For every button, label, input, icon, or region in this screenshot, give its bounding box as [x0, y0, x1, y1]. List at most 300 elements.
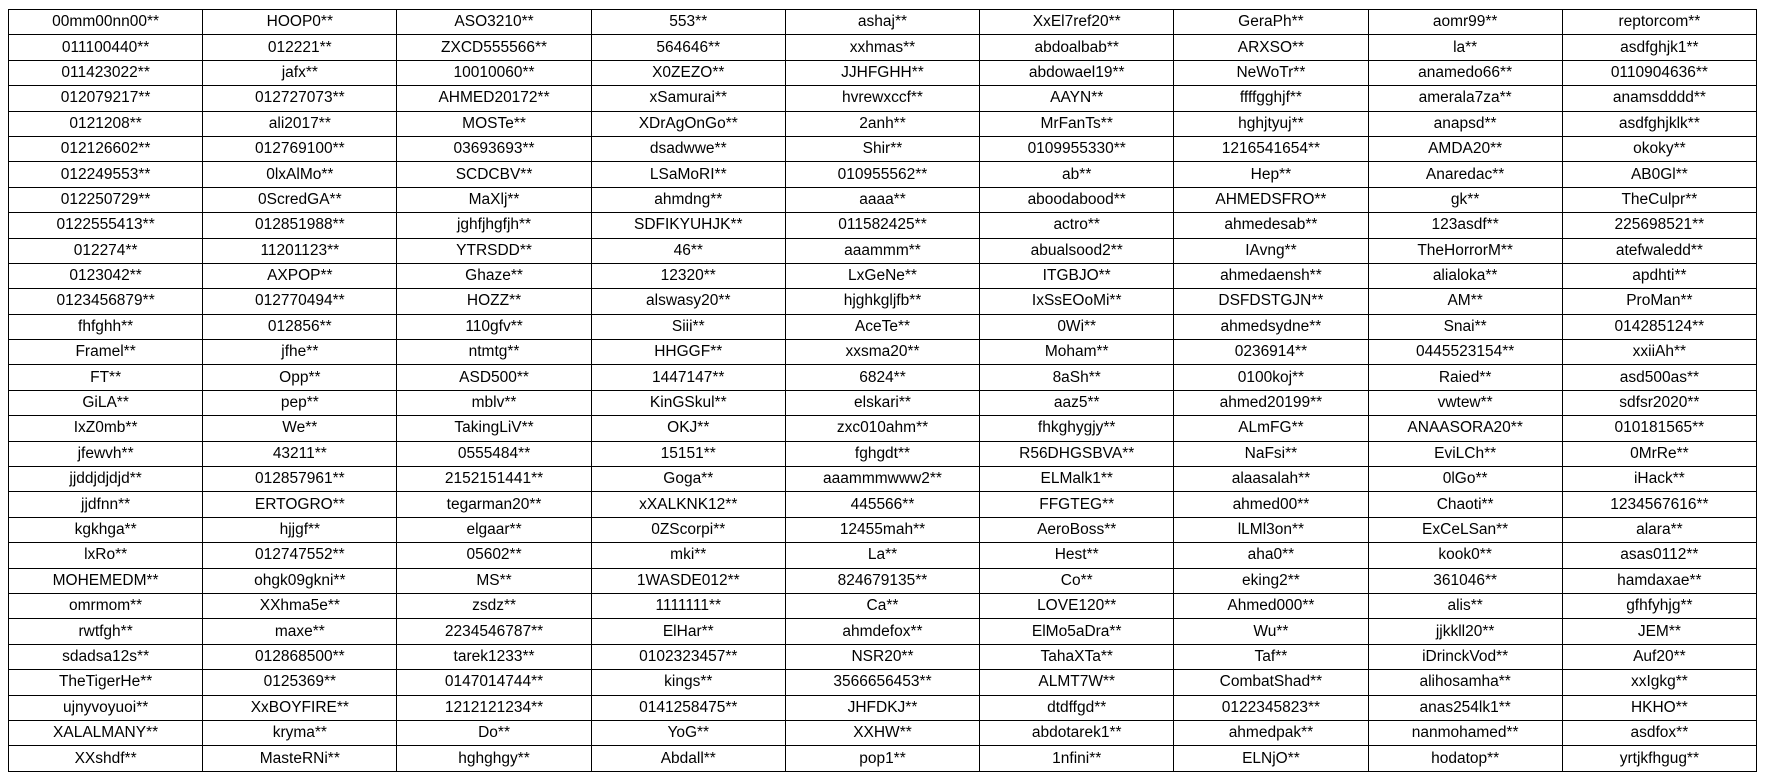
table-cell[interactable]: NeWoTr** — [1174, 60, 1368, 85]
table-cell[interactable]: 0Wi** — [980, 314, 1174, 339]
table-cell[interactable]: abdowael19** — [980, 60, 1174, 85]
table-cell[interactable]: 0102323457** — [591, 644, 785, 669]
table-cell[interactable]: AAYN** — [980, 86, 1174, 111]
table-cell[interactable]: 0ScredGA** — [203, 187, 397, 212]
table-cell[interactable]: hghjtyuj** — [1174, 111, 1368, 136]
table-cell[interactable]: alswasy20** — [591, 289, 785, 314]
table-cell[interactable]: 011423022** — [9, 60, 203, 85]
table-row — [9, 517, 1757, 542]
table-cell[interactable]: ahmedpak** — [1174, 720, 1368, 745]
table-row — [9, 136, 1757, 161]
table-cell[interactable]: ahmedsydne** — [1174, 314, 1368, 339]
table-cell[interactable]: AeroBoss** — [980, 517, 1174, 542]
table-cell[interactable]: ALMT7W** — [980, 670, 1174, 695]
table-cell[interactable]: ahmedaensh** — [1174, 263, 1368, 288]
table-cell[interactable]: fhfghh** — [9, 314, 203, 339]
table-cell[interactable]: Abdall** — [591, 746, 785, 771]
table-cell[interactable]: 012221** — [203, 35, 397, 60]
table-cell[interactable]: Hest** — [980, 543, 1174, 568]
table-cell[interactable]: fghgdt** — [785, 441, 979, 466]
table-cell[interactable]: xSamurai** — [591, 86, 785, 111]
table-cell[interactable]: 564646** — [591, 35, 785, 60]
table-cell[interactable]: IxSsEOoMi** — [980, 289, 1174, 314]
table-cell[interactable]: ExCeLSan** — [1368, 517, 1562, 542]
table-cell[interactable]: TheTigerHe** — [9, 670, 203, 695]
table-cell[interactable]: NSR20** — [785, 644, 979, 669]
table-cell[interactable]: 012250729** — [9, 187, 203, 212]
table-cell[interactable]: ahmed00** — [1174, 492, 1368, 517]
table-cell[interactable]: hvrewxccf** — [785, 86, 979, 111]
table-cell[interactable]: abualsood2** — [980, 238, 1174, 263]
table-row — [9, 441, 1757, 466]
table-cell[interactable]: XxEl7ref20** — [980, 10, 1174, 35]
table-cell[interactable]: abdoalbab** — [980, 35, 1174, 60]
table-cell[interactable]: AceTe** — [785, 314, 979, 339]
table-cell[interactable]: alara** — [1562, 517, 1756, 542]
table-cell[interactable]: 012770494** — [203, 289, 397, 314]
table-cell[interactable]: AMDA20** — [1368, 136, 1562, 161]
table-cell[interactable]: ujnyvoyuoi** — [9, 695, 203, 720]
table-cell[interactable]: YTRSDD** — [397, 238, 591, 263]
table-cell[interactable]: 0lGo** — [1368, 467, 1562, 492]
table-cell[interactable]: YoG** — [591, 720, 785, 745]
table-cell[interactable]: 43211** — [203, 441, 397, 466]
table-cell[interactable]: MasteRNi** — [203, 746, 397, 771]
table-cell[interactable]: alis** — [1368, 593, 1562, 618]
table-cell[interactable]: XDrAgOnGo** — [591, 111, 785, 136]
table-cell[interactable]: 11201123** — [203, 238, 397, 263]
table-cell[interactable]: ntmtg** — [397, 340, 591, 365]
table-cell[interactable]: XALALMANY** — [9, 720, 203, 745]
table-row — [9, 720, 1757, 745]
table-cell[interactable]: mblv** — [397, 390, 591, 415]
table-row — [9, 162, 1757, 187]
table-cell[interactable]: 2234546787** — [397, 619, 591, 644]
table-cell[interactable]: tegarman20** — [397, 492, 591, 517]
table-cell[interactable]: 0147014744** — [397, 670, 591, 695]
table-cell[interactable]: 46** — [591, 238, 785, 263]
table-cell[interactable]: 012727073** — [203, 86, 397, 111]
table-cell[interactable]: FT** — [9, 365, 203, 390]
table-cell[interactable]: 0100koj** — [1174, 365, 1368, 390]
table-cell[interactable]: MaXlj** — [397, 187, 591, 212]
table-cell[interactable]: 00mm00nn00** — [9, 10, 203, 35]
table-row — [9, 593, 1757, 618]
table-cell[interactable]: 012769100** — [203, 136, 397, 161]
table-cell[interactable]: TheCulpr** — [1562, 187, 1756, 212]
table-cell[interactable]: We** — [203, 416, 397, 441]
table-cell[interactable]: Moham** — [980, 340, 1174, 365]
table-cell[interactable]: 1216541654** — [1174, 136, 1368, 161]
table-cell[interactable]: X0ZEZO** — [591, 60, 785, 85]
table-cell[interactable]: 1nfini** — [980, 746, 1174, 771]
table-cell[interactable]: Anaredac** — [1368, 162, 1562, 187]
table-cell[interactable]: aaz5** — [980, 390, 1174, 415]
table-cell[interactable]: 014285124** — [1562, 314, 1756, 339]
table-cell[interactable]: aaammmwww2** — [785, 467, 979, 492]
table-cell[interactable]: XXHW** — [785, 720, 979, 745]
table-cell[interactable]: rwtfgh** — [9, 619, 203, 644]
table-cell[interactable]: vwtew** — [1368, 390, 1562, 415]
table-cell[interactable]: R56DHGSBVA** — [980, 441, 1174, 466]
table-cell[interactable]: aaammm** — [785, 238, 979, 263]
table-cell[interactable]: 0110904636** — [1562, 60, 1756, 85]
table-cell[interactable]: Raied** — [1368, 365, 1562, 390]
table-cell[interactable]: Taf** — [1174, 644, 1368, 669]
table-cell[interactable]: XXhma5e** — [203, 593, 397, 618]
table-cell[interactable]: gk** — [1368, 187, 1562, 212]
table-cell[interactable]: TakingLiV** — [397, 416, 591, 441]
table-cell[interactable]: kings** — [591, 670, 785, 695]
table-cell[interactable]: ahmdng** — [591, 187, 785, 212]
table-cell[interactable]: 012274** — [9, 238, 203, 263]
table-cell[interactable]: anapsd** — [1368, 111, 1562, 136]
table-cell[interactable]: 0lxAlMo** — [203, 162, 397, 187]
table-cell[interactable]: EviLCh** — [1368, 441, 1562, 466]
table-cell[interactable]: 1234567616** — [1562, 492, 1756, 517]
table-cell[interactable]: FFGTEG** — [980, 492, 1174, 517]
table-cell[interactable]: LSaMoRI** — [591, 162, 785, 187]
table-cell[interactable]: hjghkgljfb** — [785, 289, 979, 314]
table-cell[interactable]: actro** — [980, 213, 1174, 238]
table-cell[interactable]: SCDCBV** — [397, 162, 591, 187]
table-cell[interactable]: 012126602** — [9, 136, 203, 161]
table-cell[interactable]: xxsma20** — [785, 340, 979, 365]
table-cell[interactable]: lLMl3on** — [1174, 517, 1368, 542]
table-cell[interactable]: ffffgghjf** — [1174, 86, 1368, 111]
table-cell[interactable]: XxBOYFIRE** — [203, 695, 397, 720]
table-cell[interactable]: amerala7za** — [1368, 86, 1562, 111]
table-row — [9, 746, 1757, 771]
table-cell[interactable]: aha0** — [1174, 543, 1368, 568]
table-cell[interactable]: 0445523154** — [1368, 340, 1562, 365]
table-cell[interactable]: 2152151441** — [397, 467, 591, 492]
table-cell[interactable]: ZXCD555566** — [397, 35, 591, 60]
table-cell[interactable]: MOSTe** — [397, 111, 591, 136]
table-cell[interactable]: 553** — [591, 10, 785, 35]
table-cell[interactable]: elgaar** — [397, 517, 591, 542]
table-cell[interactable]: OKJ** — [591, 416, 785, 441]
table-cell[interactable]: hjjgf** — [203, 517, 397, 542]
table-cell[interactable]: JEM** — [1562, 619, 1756, 644]
table-cell[interactable]: 0122345823** — [1174, 695, 1368, 720]
table-cell[interactable]: Ca** — [785, 593, 979, 618]
table-cell[interactable]: jjdfnn** — [9, 492, 203, 517]
table-cell[interactable]: atefwaledd** — [1562, 238, 1756, 263]
table-row — [9, 111, 1757, 136]
table-cell[interactable]: SDFIKYUHJK** — [591, 213, 785, 238]
table-row — [9, 695, 1757, 720]
table-cell[interactable]: 445566** — [785, 492, 979, 517]
table-cell[interactable]: pop1** — [785, 746, 979, 771]
table-cell[interactable]: ahmdefox** — [785, 619, 979, 644]
table-cell[interactable]: AXPOP** — [203, 263, 397, 288]
table-cell[interactable]: aomr99** — [1368, 10, 1562, 35]
table-cell[interactable]: TahaXTa** — [980, 644, 1174, 669]
table-cell[interactable]: 012079217** — [9, 86, 203, 111]
table-cell[interactable]: anamedo66** — [1368, 60, 1562, 85]
table-cell[interactable]: Framel** — [9, 340, 203, 365]
table-cell[interactable]: 8aSh** — [980, 365, 1174, 390]
table-row — [9, 619, 1757, 644]
table-cell[interactable]: nanmohamed** — [1368, 720, 1562, 745]
table-cell[interactable]: ANAASORA20** — [1368, 416, 1562, 441]
table-cell[interactable]: zxc010ahm** — [785, 416, 979, 441]
table-cell[interactable]: kgkhga** — [9, 517, 203, 542]
table-cell[interactable]: 225698521** — [1562, 213, 1756, 238]
table-cell[interactable]: 012856** — [203, 314, 397, 339]
table-cell[interactable]: ITGBJO** — [980, 263, 1174, 288]
table-cell[interactable]: iHack** — [1562, 467, 1756, 492]
table-cell[interactable]: MrFanTs** — [980, 111, 1174, 136]
table-cell[interactable]: hghghgy** — [397, 746, 591, 771]
table-cell[interactable]: MS** — [397, 568, 591, 593]
table-cell[interactable]: 1447147** — [591, 365, 785, 390]
table-cell[interactable]: hamdaxae** — [1562, 568, 1756, 593]
table-row — [9, 86, 1757, 111]
table-cell[interactable]: tarek1233** — [397, 644, 591, 669]
table-cell[interactable]: Opp** — [203, 365, 397, 390]
table-row — [9, 340, 1757, 365]
table-cell[interactable]: kook0** — [1368, 543, 1562, 568]
table-cell[interactable]: asdfox** — [1562, 720, 1756, 745]
table-cell[interactable]: AHMED20172** — [397, 86, 591, 111]
table-cell[interactable]: ASD500** — [397, 365, 591, 390]
table-cell[interactable]: 1WASDE012** — [591, 568, 785, 593]
table-cell[interactable]: 011582425** — [785, 213, 979, 238]
table-cell[interactable]: 361046** — [1368, 568, 1562, 593]
table-cell[interactable]: ab** — [980, 162, 1174, 187]
table-cell[interactable]: ahmedesab** — [1174, 213, 1368, 238]
table-cell[interactable]: asdfghjk1** — [1562, 35, 1756, 60]
table-row — [9, 213, 1757, 238]
table-cell[interactable]: 15151** — [591, 441, 785, 466]
table-cell[interactable]: La** — [785, 543, 979, 568]
table-cell[interactable]: LxGeNe** — [785, 263, 979, 288]
table-cell[interactable]: MOHEMEDM** — [9, 568, 203, 593]
table-row — [9, 467, 1757, 492]
table-cell[interactable]: jafx** — [203, 60, 397, 85]
table-cell[interactable]: 010181565** — [1562, 416, 1756, 441]
table-cell[interactable]: 011100440** — [9, 35, 203, 60]
table-cell[interactable]: kryma** — [203, 720, 397, 745]
table-cell[interactable]: 012851988** — [203, 213, 397, 238]
table-cell[interactable]: asas0112** — [1562, 543, 1756, 568]
table-cell[interactable]: 0121208** — [9, 111, 203, 136]
table-cell[interactable]: 012249553** — [9, 162, 203, 187]
table-cell[interactable]: AM** — [1368, 289, 1562, 314]
table-cell[interactable]: hodatop** — [1368, 746, 1562, 771]
table-cell[interactable]: abdotarek1** — [980, 720, 1174, 745]
table-cell[interactable]: dsadwwe** — [591, 136, 785, 161]
table-cell[interactable]: mki** — [591, 543, 785, 568]
table-cell[interactable]: ELNjO** — [1174, 746, 1368, 771]
table-cell[interactable]: jjddjdjdjd** — [9, 467, 203, 492]
table-cell[interactable]: apdhti** — [1562, 263, 1756, 288]
table-cell[interactable]: Ahmed000** — [1174, 593, 1368, 618]
table-cell[interactable]: jfhe** — [203, 340, 397, 365]
table-cell[interactable]: maxe** — [203, 619, 397, 644]
table-cell[interactable]: JJHFGHH** — [785, 60, 979, 85]
table-cell[interactable]: AB0Gl** — [1562, 162, 1756, 187]
table-cell[interactable]: AHMEDSFRO** — [1174, 187, 1368, 212]
table-cell[interactable]: 6824** — [785, 365, 979, 390]
table-cell[interactable]: 03693693** — [397, 136, 591, 161]
table-cell[interactable]: sdfsr2020** — [1562, 390, 1756, 415]
table-cell[interactable]: 0555484** — [397, 441, 591, 466]
table-cell[interactable]: 0ZScorpi** — [591, 517, 785, 542]
table-cell[interactable]: Auf20** — [1562, 644, 1756, 669]
table-cell[interactable]: 1111111** — [591, 593, 785, 618]
table-cell[interactable]: alihosamha** — [1368, 670, 1562, 695]
table-cell[interactable]: 123asdf** — [1368, 213, 1562, 238]
table-cell[interactable]: LOVE120** — [980, 593, 1174, 618]
table-row — [9, 238, 1757, 263]
table-cell[interactable]: Do** — [397, 720, 591, 745]
table-cell[interactable]: 0123042** — [9, 263, 203, 288]
table-row — [9, 263, 1757, 288]
table-cell[interactable]: Shir** — [785, 136, 979, 161]
table-cell[interactable]: Ghaze** — [397, 263, 591, 288]
table-cell[interactable]: HOZZ** — [397, 289, 591, 314]
table-cell[interactable]: HHGGF** — [591, 340, 785, 365]
table-cell[interactable]: 012868500** — [203, 644, 397, 669]
table-cell[interactable]: Siii** — [591, 314, 785, 339]
table-cell[interactable]: elskari** — [785, 390, 979, 415]
table-cell[interactable]: ElMo5aDra** — [980, 619, 1174, 644]
table-cell[interactable]: Goga** — [591, 467, 785, 492]
table-cell[interactable]: ahmed20199** — [1174, 390, 1368, 415]
table-cell[interactable]: omrmom** — [9, 593, 203, 618]
table-cell[interactable]: ohgk09gkni** — [203, 568, 397, 593]
table-cell[interactable]: 824679135** — [785, 568, 979, 593]
table-cell[interactable]: Snai** — [1368, 314, 1562, 339]
table-cell[interactable]: xxiiAh** — [1562, 340, 1756, 365]
table-cell[interactable]: 010955562** — [785, 162, 979, 187]
table-cell[interactable]: IAvng** — [1174, 238, 1368, 263]
table-cell[interactable]: 10010060** — [397, 60, 591, 85]
table-cell[interactable]: reptorcom** — [1562, 10, 1756, 35]
table-cell[interactable]: ASO3210** — [397, 10, 591, 35]
table-cell[interactable]: KinGSkul** — [591, 390, 785, 415]
table-cell[interactable]: sdadsa12s** — [9, 644, 203, 669]
table-cell[interactable]: alaasalah** — [1174, 467, 1368, 492]
table-cell[interactable]: ALmFG** — [1174, 416, 1368, 441]
table-cell[interactable]: Hep** — [1174, 162, 1368, 187]
table-cell[interactable]: alialoka** — [1368, 263, 1562, 288]
table-cell[interactable]: DSFDSTGJN** — [1174, 289, 1368, 314]
table-cell[interactable]: Co** — [980, 568, 1174, 593]
table-cell[interactable]: xxIgkg** — [1562, 670, 1756, 695]
spreadsheet — [8, 9, 1757, 772]
table-cell[interactable]: jjkkll20** — [1368, 619, 1562, 644]
table-cell[interactable]: 1212121234** — [397, 695, 591, 720]
table-cell[interactable]: ProMan** — [1562, 289, 1756, 314]
table-cell[interactable]: aaaa** — [785, 187, 979, 212]
table-cell[interactable]: jfewvh** — [9, 441, 203, 466]
table-cell[interactable]: ElHar** — [591, 619, 785, 644]
table-cell[interactable]: 0141258475** — [591, 695, 785, 720]
table-cell[interactable]: zsdz** — [397, 593, 591, 618]
table-cell[interactable]: 110gfv** — [397, 314, 591, 339]
table-cell[interactable]: 0122555413** — [9, 213, 203, 238]
table-row — [9, 35, 1757, 60]
table-cell[interactable]: Wu** — [1174, 619, 1368, 644]
table-cell[interactable]: lxRo** — [9, 543, 203, 568]
table-row — [9, 644, 1757, 669]
table-cell[interactable]: 12320** — [591, 263, 785, 288]
table-row — [9, 390, 1757, 415]
table-row — [9, 187, 1757, 212]
table-cell[interactable]: ashaj** — [785, 10, 979, 35]
table-cell[interactable]: JHFDKJ** — [785, 695, 979, 720]
table-cell[interactable]: ali2017** — [203, 111, 397, 136]
table-cell[interactable]: yrtjkfhgug** — [1562, 746, 1756, 771]
table-cell[interactable]: NaFsi** — [1174, 441, 1368, 466]
table-cell[interactable]: 012857961** — [203, 467, 397, 492]
table-cell[interactable]: 05602** — [397, 543, 591, 568]
table-cell[interactable]: pep** — [203, 390, 397, 415]
table-row — [9, 568, 1757, 593]
table-cell[interactable]: 012747552** — [203, 543, 397, 568]
table-cell[interactable]: 0125369** — [203, 670, 397, 695]
table-body — [9, 10, 1757, 772]
table-cell[interactable]: anamsdddd** — [1562, 86, 1756, 111]
table-row — [9, 289, 1757, 314]
table-cell[interactable]: okoky** — [1562, 136, 1756, 161]
table-cell[interactable]: 0236914** — [1174, 340, 1368, 365]
table-row — [9, 365, 1757, 390]
table-cell[interactable]: 0123456879** — [9, 289, 203, 314]
table-cell[interactable]: iDrinckVod** — [1368, 644, 1562, 669]
table-cell[interactable]: 12455mah** — [785, 517, 979, 542]
table-cell[interactable]: eking2** — [1174, 568, 1368, 593]
table-cell[interactable]: GiLA** — [9, 390, 203, 415]
table-cell[interactable]: GeraPh** — [1174, 10, 1368, 35]
table-cell[interactable]: 2anh** — [785, 111, 979, 136]
table-cell[interactable]: ERTOGRO** — [203, 492, 397, 517]
table-cell[interactable]: HOOP0** — [203, 10, 397, 35]
table-cell[interactable]: TheHorrorM** — [1368, 238, 1562, 263]
table-cell[interactable]: asd500as** — [1562, 365, 1756, 390]
table-cell[interactable]: aboodabood** — [980, 187, 1174, 212]
table-cell[interactable]: xxhmas** — [785, 35, 979, 60]
table-cell[interactable]: 0109955330** — [980, 136, 1174, 161]
table-cell[interactable]: anas254lk1** — [1368, 695, 1562, 720]
table-cell[interactable]: gfhfyhjg** — [1562, 593, 1756, 618]
table-row — [9, 416, 1757, 441]
table-cell[interactable]: fhkghygjy** — [980, 416, 1174, 441]
table-cell[interactable]: asdfghjklk** — [1562, 111, 1756, 136]
table-cell[interactable]: ARXSO** — [1174, 35, 1368, 60]
table-row — [9, 543, 1757, 568]
table-cell[interactable]: dtdffgd** — [980, 695, 1174, 720]
table-cell[interactable]: jghfjhgfjh** — [397, 213, 591, 238]
table-cell[interactable]: XXshdf** — [9, 746, 203, 771]
table-cell[interactable]: Chaoti** — [1368, 492, 1562, 517]
table-cell[interactable]: IxZ0mb** — [9, 416, 203, 441]
table-row — [9, 670, 1757, 695]
table-cell[interactable]: xXALKNK12** — [591, 492, 785, 517]
table-cell[interactable]: la** — [1368, 35, 1562, 60]
table-cell[interactable]: ELMalk1** — [980, 467, 1174, 492]
table-cell[interactable]: CombatShad** — [1174, 670, 1368, 695]
table-cell[interactable]: 3566656453** — [785, 670, 979, 695]
table-cell[interactable]: HKHO** — [1562, 695, 1756, 720]
table-cell[interactable]: 0MrRe** — [1562, 441, 1756, 466]
table-row — [9, 492, 1757, 517]
table-row — [9, 60, 1757, 85]
